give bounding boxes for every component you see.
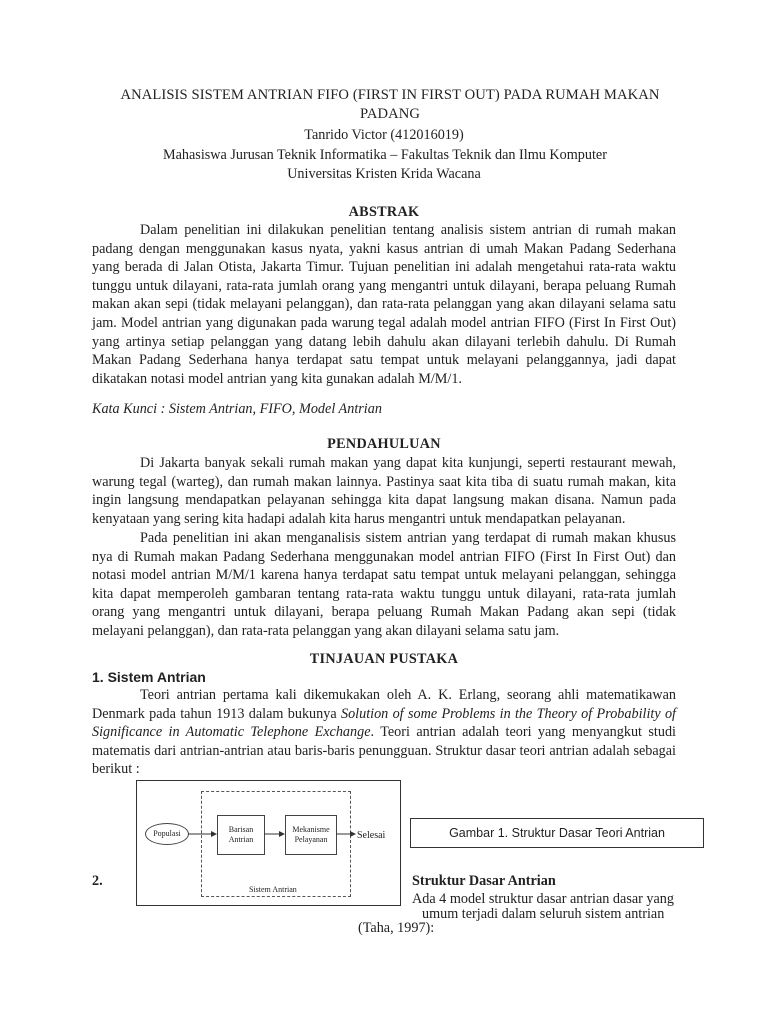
node-queue: Barisan Antrian [217,815,265,855]
university-line: Universitas Kristen Krida Wacana [287,166,481,182]
review-paragraph [92,686,676,779]
queue-structure-figure [136,780,401,906]
section-2-line-1: Ada 4 model struktur dasar antrian dasar yang [412,891,674,907]
node-population: Populasi [145,823,189,845]
section-2-line-2: umum terjadi dalam seluruh sistem antrian [422,906,665,922]
section-2-number: 2. [92,873,103,889]
abstract-heading: ABSTRAK [348,204,420,220]
review-text-start: Teori antrian pertama kali dikemukakan oleh A. K. Erlang, seorang ahli matematikawan Denmark pada tahun 1913 dalam bukunya [92,687,676,722]
intro-paragraph-1: Di Jakarta banyak sekali rumah makan yang dapat kita kunjungi, seperti restaurant mewah, warung tegal (warteg), dan rumah makan lainnya. Pastinya saat kita tiba di suatu rumah makan, kita ingin langsung mendapatkan pelayanan sehingga kita dapat langsung makan disana. Namun pada kenyataan yang sering kita hadapi adalah kita harus mengantri untuk mendapatkan pelayanan. [92,455,676,527]
paper-title: ANALISIS SISTEM ANTRIAN FIFO (FIRST IN FIRST OUT) PADA RUMAH MAKAN PADANG [120,87,660,122]
review-heading: TINJAUAN PUSTAKA [309,651,459,667]
intro-heading: PENDAHULUAN [327,436,441,452]
abstract-text: Dalam penelitian ini dilakukan penelitian tentang analisis sistem antrian di rumah makan padang dengan menggunakan kasus nyata, yakni kasus antrian di umah Makan Padang Sederhana yang berada di Jalan Otista, Jakarta Timur. Tujuan penelitian ini adalah mengetahui rata-rata waktu tunggu untuk dilayani, rata-rata jumlah orang yang mengantri untuk dilayani, berapa peluang Rumah makan akan sepi (tidak melayani pelanggan), dan rata-rata pelanggan yang akan dilayani selama satu jam. Model antrian yang digunakan pada warung tegal adalah model antrian FIFO (First In First Out) yang artinya setiap pelanggan yang datang lebih dahulu akan dilayani terlebih dahulu. Di Rumah Makan Padang Sederhana hanya terdapat satu tempat untuk melayani pelanggannya, jadi dapat dikatakan notasi model antrian yang kita gunakan adalah M/M/1. [92,222,676,387]
subsection-sistem-antrian: 1. Sistem Antrian [92,669,206,685]
review-text-end: . Teori antrian adalah teori yang menyangkut studi matematis dari antrian-antrian atau baris-baris penungguan. Struktur dasar teori antrian adalah sebagai berikut : [92,724,676,778]
intro-paragraph-2: Pada penelitian ini akan menganalisis sistem antrian yang terdapat di rumah makan khusus nya di Rumah makan Padang Sederhana menggunakan model antrian FIFO (First In First Out) dan notasi model antrian M/M/1 karena hanya terdapat satu tempat untuk melayani pelanggan, sehingga kita dapat memperoleh gambaran tentang rata-rata waktu tunggu untuk dilayani, rata-rata jumlah orang yang mengantri untuk dilayani, berapa peluang Rumah Makan Padang akan sepi (tidak melayani pelanggan), dan rata-rata pelanggan yang akan dilayani selama satu jam. [92,530,676,639]
node-service: Mekanisme Pelayanan [285,815,337,855]
section-2-line-3: (Taha, 1997): [358,920,435,936]
system-label: Sistem Antrian [249,885,297,894]
keywords-line: Kata Kunci : Sistem Antrian, FIFO, Model Antrian [92,401,382,417]
section-2-heading: Struktur Dasar Antrian [412,873,556,889]
figure-caption: Gambar 1. Struktur Dasar Teori Antrian [410,818,704,848]
book-title: Solution of some Problems in the Theory of Probability of Significance in Automatic Telephone Exchange [92,705,676,741]
author-line: Tanrido Victor (412016019) [304,127,464,143]
node-done: Selesai [357,830,386,841]
flow-arrows [137,781,400,905]
affiliation-line: Mahasiswa Jurusan Teknik Informatika – Fakultas Teknik dan Ilmu Komputer [163,147,607,163]
